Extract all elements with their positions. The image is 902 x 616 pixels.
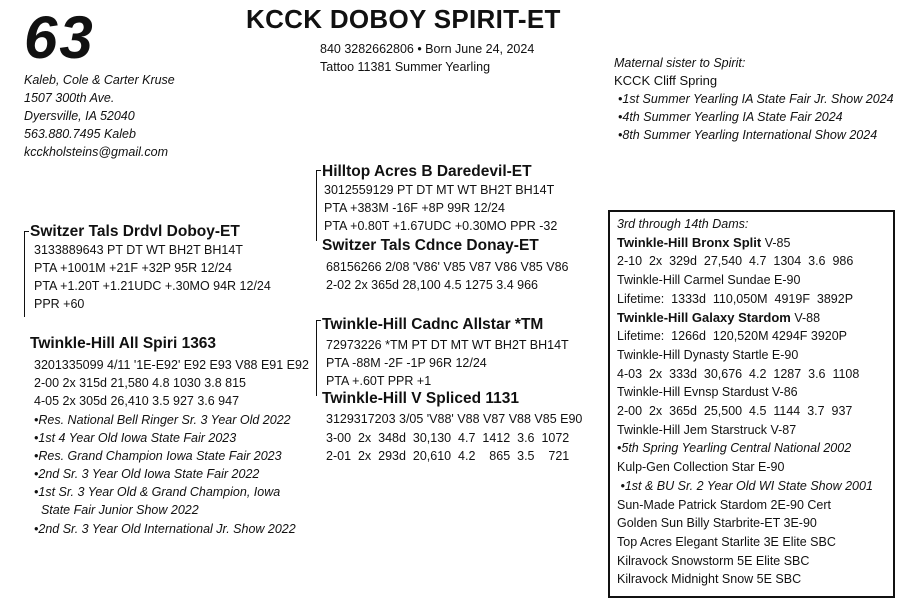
dam-sire-name: Twinkle-Hill Cadnc Allstar *TM (322, 316, 544, 333)
sire-info: 3133889643 PT DT WT BH2T BH14T (34, 243, 243, 257)
dam-ancestor-row (617, 514, 873, 533)
sire-name: Switzer Tals Drdvl Doboy-ET (30, 223, 240, 240)
sire-sire-info: PTA +383M -16F +8P 99R 12/24 (324, 201, 505, 215)
sire-dam-name: Switzer Tals Cdnce Donay-ET (322, 237, 539, 254)
dam-ancestor-text: Lifetime: 1333d 110,050M 4919F 3892P (617, 291, 854, 306)
dam-ancestor-row (617, 252, 873, 271)
dam-award: •1st 4 Year Old Iowa State Fair 2023 (34, 431, 237, 445)
maternal-sister-name: KCCK Cliff Spring (614, 73, 718, 88)
dam-ancestor-text: Twinkle-Hill Dynasty Startle E-90 (617, 347, 799, 362)
dam-ancestor-row (617, 402, 873, 421)
dam-ancestor-text: Lifetime: 1266d 120,520M 4294F 3920P (617, 329, 848, 344)
consignor-city: Dyersville, IA 52040 (24, 109, 135, 123)
maternal-sister-award: •4th Summer Yearling IA State Fair 2024 (618, 110, 843, 124)
maternal-sister-heading: Maternal sister to Spirit: (614, 56, 746, 70)
dam-ancestor-row (617, 327, 873, 346)
sire-sire-info: PTA +0.80T +1.67UDC +0.30MO PPR -32 (324, 219, 558, 233)
dam-sire-info: 72973226 *TM PT DT MT WT BH2T BH14T (326, 338, 569, 352)
dam-ancestor-row (617, 346, 873, 365)
dam-ancestor-row (617, 570, 873, 589)
dam-ancestor-row (617, 421, 873, 440)
sire-info: PTA +1.20T +1.21UDC +.30MO 94R 12/24 (34, 279, 271, 293)
dam-dam-name: Twinkle-Hill V Spliced 1131 (322, 390, 519, 407)
dam-ancestor-text: V-85 (761, 235, 791, 250)
dam-info: 4-05 2x 305d 26,410 3.5 927 3.6 947 (34, 394, 240, 408)
dam-award: •2nd Sr. 3 Year Old International Jr. Show 2022 (34, 522, 296, 536)
dam-ancestor-text: Sun-Made Patrick Stardom 2E-90 Cert (617, 497, 831, 512)
dam-ancestor-row (617, 439, 873, 458)
dam-ancestor-text: •1st & BU Sr. 2 Year Old WI State Show 2001 (617, 478, 873, 493)
registration-line: 840 3282662806 • Born June 24, 2024 (320, 42, 535, 56)
sire-dam-info: 68156266 2/08 'V86' V85 V87 V86 V85 V86 (326, 260, 569, 274)
tattoo-line: Tattoo 11381 Summer Yearling (320, 60, 491, 74)
consignor-phone: 563.880.7495 Kaleb (24, 127, 136, 141)
dam-ancestor-text: 2-10 2x 329d 27,540 4.7 1304 3.6 986 (617, 254, 854, 269)
dam-info: 3201335099 4/11 '1E-E92' E92 E93 V88 E91 E92 (34, 358, 309, 372)
dam-ancestor-text: 2-00 2x 365d 25,500 4.5 1144 3.7 937 (617, 404, 853, 419)
dam-ancestor-text: Twinkle-Hill Evnsp Stardust V-86 (617, 385, 798, 400)
dam-sire-info: PTA +.60T PPR +1 (326, 374, 432, 388)
dam-ancestor-text: Top Acres Elegant Starlite 3E Elite SBC (617, 534, 836, 549)
maternal-sister-award: •8th Summer Yearling International Show 2024 (618, 128, 878, 142)
dam-ancestor-row (617, 458, 873, 477)
dam-dam-info: 2-01 2x 293d 20,610 4.2 865 3.5 721 (326, 449, 570, 463)
dam-award: •2nd Sr. 3 Year Old Iowa State Fair 2022 (34, 467, 260, 481)
dam-award: •Res. Grand Champion Iowa State Fair 2023 (34, 449, 282, 463)
lot-number: 63 (24, 4, 95, 71)
dam-award: •1st Sr. 3 Year Old & Grand Champion, Iowa (34, 485, 281, 499)
sire-dam-info: 2-02 2x 365d 28,100 4.5 1275 3.4 966 (326, 278, 538, 292)
dam-info: 2-00 2x 315d 21,580 4.8 1030 3.8 815 (34, 376, 246, 390)
dam-ancestor-row (617, 290, 873, 309)
dam-ancestor-text: Twinkle-Hill Carmel Sundae E-90 (617, 273, 801, 288)
dam-side-bracket (316, 320, 321, 396)
dam-award: •Res. National Bell Ringer Sr. 3 Year Old 2022 (34, 413, 291, 427)
consignor-name: Kaleb, Cole & Carter Kruse (24, 73, 175, 87)
dam-sire-info: PTA -88M -2F -1P 96R 12/24 (326, 356, 487, 370)
dam-ancestor-row (617, 533, 873, 552)
dam-ancestor-text: V-88 (790, 310, 821, 325)
dam-ancestor-text: Kulp-Gen Collection Star E-90 (617, 460, 785, 475)
maternal-sister-award: •1st Summer Yearling IA State Fair Jr. Show 2024 (618, 92, 894, 106)
dam-ancestor-row (617, 552, 873, 571)
dams-list (617, 215, 873, 589)
consignor-email: kcckholsteins@gmail.com (24, 145, 168, 159)
animal-name-title: KCCK DOBOY SPIRIT-ET (246, 4, 561, 34)
dam-ancestor-text: Kilravock Snowstorm 5E Elite SBC (617, 553, 810, 568)
consignor-address: 1507 300th Ave. (24, 91, 115, 105)
dam-ancestor-row (617, 309, 873, 328)
dam-ancestor-text: 4-03 2x 333d 30,676 4.2 1287 3.6 1108 (617, 366, 860, 381)
dam-ancestor-row (617, 496, 873, 515)
dam-ancestor-text: Twinkle-Hill Jem Starstruck V-87 (617, 422, 797, 437)
dam-dam-info: 3-00 2x 348d 30,130 4.7 1412 3.6 1072 (326, 431, 570, 445)
dam-ancestor-row (617, 477, 873, 496)
dam-ancestor-text: Golden Sun Billy Starbrite-ET 3E-90 (617, 516, 817, 531)
sire-sire-name: Hilltop Acres B Daredevil-ET (322, 163, 532, 180)
dam-ancestor-name: Twinkle-Hill Bronx Split (617, 234, 762, 250)
sire-info: PTA +1001M +21F +32P 95R 12/24 (34, 261, 232, 275)
dam-dam-info: 3129317203 3/05 'V88' V88 V87 V88 V85 E90 (326, 412, 583, 426)
dam-name: Twinkle-Hill All Spiri 1363 (30, 335, 217, 352)
sire-info: PPR +60 (34, 297, 85, 311)
dam-ancestor-row (617, 234, 873, 253)
dam-ancestor-text: Kilravock Midnight Snow 5E SBC (617, 572, 802, 587)
dams-heading: 3rd through 14th Dams: (617, 217, 749, 231)
dam-ancestor-text: •5th Spring Yearling Central National 2002 (617, 441, 852, 456)
dam-ancestor-row (617, 271, 873, 290)
dam-award: State Fair Junior Show 2022 (34, 503, 199, 517)
sire-side-bracket (316, 170, 321, 241)
dam-ancestor-row (617, 365, 873, 384)
dam-ancestor-row (617, 383, 873, 402)
sire-sire-info: 3012559129 PT DT MT WT BH2T BH14T (324, 183, 555, 197)
sire-bracket (24, 231, 29, 317)
dam-ancestor-name: Twinkle-Hill Galaxy Stardom (617, 309, 791, 325)
